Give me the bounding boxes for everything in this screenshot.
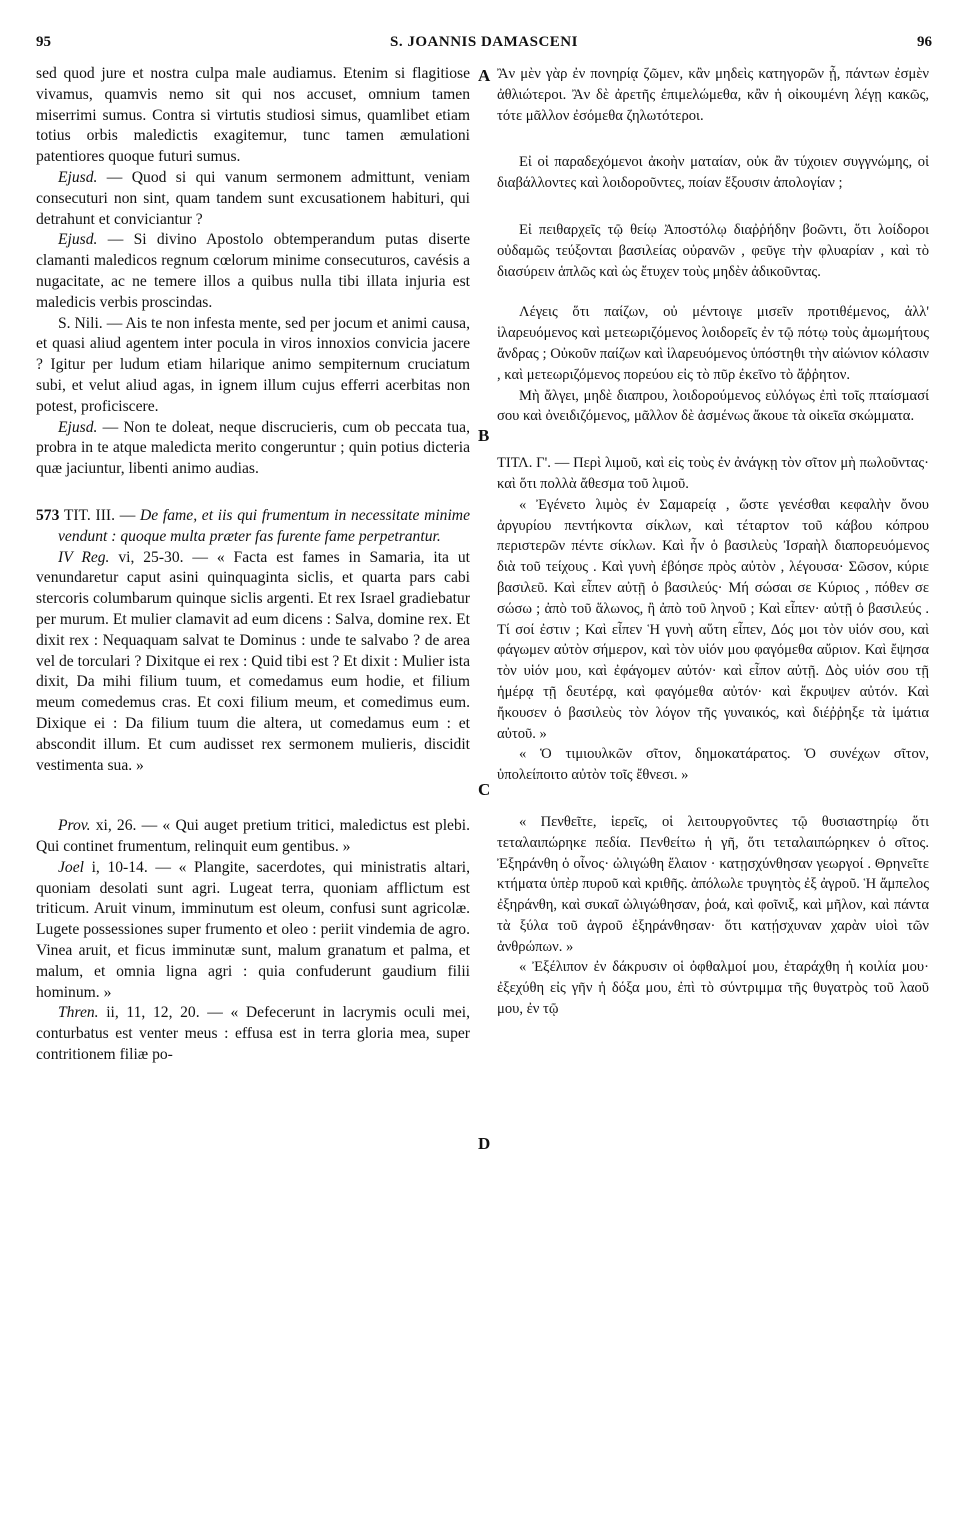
greek-paragraph: « Πενθεῖτε, ἱερεῖς, οἱ λειτουργοῦντες τῷ θυσιαστηρίῳ ὅτι τεταλαιπώρηκε πεδία. Πενθείτω ἡ γῆ, ὅτι τεταλαιπώρηκεν ὁ σῖτος. Ἐξηράνθη ὁ οἶνος· ὠλιγώθη ἔλαιον · κατῃσχύνθησαν γεωργοί . Θρηνεῖτε κτήματα ὑπὲρ πυροῦ καὶ κριθῆς. ἀπόλωλε τρυγητὸς ἐξ ἀγροῦ. Ἡ ἄμπελος ἐξηράνθη, καὶ συκαῖ ὠλιγώθησαν, ῥοά, καὶ φοῖνιξ, καὶ μῆλον, καὶ πάντα τὰ ξύλα τοῦ ἀγροῦ ἐξηράνθησαν· ὅτι κατῄσχυναν χαρὰν υἱοὶ τῶν ἀνθρώπων. »	[497, 813, 929, 955]
margin-letter-b: B	[478, 426, 490, 445]
greek-column	[497, 64, 929, 1020]
paragraph-text: xi, 26. — « Qui auget pretium tritici, maledictus est plebi. Qui continet frumentum, relinquit eum gentibus. »	[36, 817, 470, 856]
latin-paragraph	[36, 548, 470, 777]
page-number-left: 95	[36, 34, 51, 50]
page-number-right: 96	[917, 34, 932, 50]
latin-paragraph	[36, 1003, 470, 1065]
source-ref: Ejusd.	[58, 231, 98, 249]
title-text: De fame, et iis qui frumentum in necessitate minime vendunt : quoque multa præter fas furente fame perpetrantur.	[58, 506, 470, 545]
running-title: S. JOANNIS DAMASCENI	[390, 34, 578, 50]
greek-paragraph: Λέγεις ὅτι παίζων, οὐ μέντοιγε μισεῖν προτιθέμενος, ἀλλ' ἱλαρευόμενος καὶ μετεωριζόμενος λοιδορεῖς ἐν τῷ πότῳ τοὺς ἀμωμήτους ἄνδρας ; Οὐκοῦν παίζων καὶ ἱλαρευόμενος ὑπόστηθι τὴν αἰώνιον κόλασιν , καὶ μετεωριζόμενος πορεύου εἰς τὸ πῦρ ἐκεῖνο τὸ ἄῤῥητον.	[497, 304, 929, 383]
latin-paragraph	[36, 816, 470, 858]
greek-paragraph: Εἰ πειθαρχεῖς τῷ θείῳ Ἀποστόλῳ διαῤῥήδην βοῶντι, ὅτι λοίδοροι οὐδαμῶς τεύξονται βασιλείας οὐρανῶν , φεῦγε τὴν φλυαρίαν , καὶ τὸ διασύρειν ἁπλῶς καὶ ὡς ἔτυχεν τοὺς μηδὲν ἀδικοῦντας.	[497, 221, 929, 280]
paragraph-text: — Si divino Apostolo obtemperandum putas diserte clamanti maledicos regnum cœlorum minime consecuturos, cavésis a nugacitate, ac ne temere illos a quibus nulla tibi illata injuria est maledicis verbis proscindas.	[36, 231, 470, 311]
margin-letter-a: A	[478, 66, 491, 85]
source-ref: Joel	[58, 858, 84, 876]
greek-paragraph: « Ὁ τιμιουλκῶν σῖτον, δημοκατάρατος. Ὁ συνέχων σῖτον, ὑπολείποιτο αὐτὸν τοῖς ἔθνεσι. »	[497, 746, 929, 784]
greek-section-title: ΤΙΤΛ. Γ'. — Περὶ λιμοῦ, καὶ εἰς τοὺς ἐν ἀνάγκῃ τὸν σῖτον μὴ πωλοῦντας· καὶ ὅτι πολλὰ ἄθεσμα τοῦ λιμοῦ.	[497, 455, 929, 492]
title-label: TIT. III. —	[59, 506, 140, 524]
column-number: 573	[36, 506, 60, 524]
greek-paragraph: « Ἐξέλιπον ἐν δάκρυσιν οἱ ὀφθαλμοί μου, ἐταράχθη ἡ κοιλία μου· ἐξεχύθη εἰς γῆν ἡ δόξα μου, ἐπὶ τὸ σύντριμμα τῆς θυγατρὸς τοῦ λαοῦ μου, ἐν τῷ	[497, 959, 929, 1018]
latin-paragraph	[36, 230, 470, 313]
source-ref: S. Nili.	[58, 314, 103, 332]
source-ref: Ejusd.	[58, 168, 98, 186]
source-ref: Prov.	[58, 817, 91, 835]
greek-paragraph: « Ἐγένετο λιμὸς ἐν Σαμαρείᾳ , ὥστε γενέσθαι κεφαλὴν ὄνου ἀργυρίου πεντήκοντα σίκλων, καὶ τέταρτον τοῦ κάβου κόπρου περιστερῶν πέντε σίκλων. Καὶ ἦν ὁ βασιλεὺς Ἰσραὴλ διαπορευόμενος διὰ τοῦ τείχους . Καὶ γυνὴ ἐβόησε πρὸς αὐτὸν , λέγουσα· Σῶσον, κύριε βασιλεῦ. Καὶ εἶπεν αὐτῇ ὁ βασιλεύς· Μή σώσαι σε Κύριος , πόθεν σε σώσω ; ἀπὸ τοῦ ἅλωνος, ἢ ἀπὸ τοῦ ληνοῦ ; Καὶ εἶπεν· αὐτῇ ὁ βασιλεύς . Τί σοί ἐστιν ; Καὶ εἶπεν Ἡ γυνὴ αὕτη εἶπεν, Δός μοι τὸν υἱόν σου, καὶ φάγωμεν αὐτὸν σήμερον, καὶ τὸν υἱόν μου φαγόμεθα αὔριον. Καὶ ἔψησα τὸν υἱόν μου, καὶ ἐφάγομεν αὐτόν· καὶ εἶπον αὐτῇ. Δὸς υἱόν σου τῇ ἡμέρᾳ τῇ δευτέρᾳ, καὶ φαγόμεθα αὐτόν· καὶ ἔκρυψεν αὐτόν. Καὶ ἤκουσεν ὁ βασιλεὺς τὸν λόγον τῆς γυναικός, καὶ διέῤῥηξε τὰ ἱμάτια αὐτοῦ. »	[497, 496, 929, 742]
latin-paragraph	[36, 168, 470, 230]
latin-column	[36, 64, 470, 1066]
latin-paragraph	[36, 418, 470, 480]
paragraph-text: ii, 11, 12, 20. — « Defecerunt in lacrymis oculi mei, conturbatus est venter meus : effusa est in terra gloria mea, super contritionem filiæ po-	[36, 1004, 470, 1064]
greek-paragraph: Μὴ ἄλγει, μηδὲ διαπρου, λοιδορούμενος εὐλόγως ἐπὶ τοῖς πταίσμασί σου καὶ ὀνειδιζόμενος, μᾶλλον δὲ ἀσμένως ἄκουε τὰ οἰκεῖα σκώμματα.	[497, 387, 929, 425]
source-ref: IV Reg.	[58, 548, 110, 566]
paragraph-text: vi, 25-30. — « Facta est fames in Samaria, ita ut venundaretur caput asini quinquaginta siclis, et quarta pars cabi stercoris columbarum quinque siclis argenti. Et rex Israel gradiebatur per murum. Et mulier clamavit ad eum dicens : Salva, domine rex. Et dixit rex : Nequaquam salvat te Dominus : unde te salvabo ? de area vel de torculari ? Dixitque ei rex : Quid tibi est ? Et dixit : Mulier ista dixit, Da mihi filium tuum, et comedamus eum hodie, et filium meum comedemus cras. Et coxi filium meum, et comedimus eum. Dixique ei : Da filium tuum die altera, ut comedamus eum : et abscondit illum. Et cum audisset rex sermonem mulieris, discidit vestimenta sua. »	[36, 548, 470, 774]
latin-section-title	[36, 506, 470, 548]
source-ref: Ejusd.	[58, 418, 98, 436]
paragraph-text: — Ais te non infesta mente, sed per jocum et animi causa, et quasi aliud agentem inter pocula in viros innoxios convicia jacere ? Igitur per ludum etiam hilarique animo sempiternum cruciatum subi, et velut aliud agas, in ignem illum cujus efferri acerbitas non potest, proficiscere.	[36, 314, 470, 415]
margin-letter-d: D	[478, 1134, 491, 1153]
latin-paragraph: sed quod jure et nostra culpa male audiamus. Etenim si flagitiose vivamus, quamvis nemo sit qui nos accuset, omnium tamen miserrimi sumus. Contra si virtutis studiosi simus, quamlibet etiam totius orbis maledictis exagitemur, tunc tamen æmulationi patentiores quoque futuri sumus.	[36, 65, 470, 166]
paragraph-text: i, 10-14. — « Plangite, sacerdotes, qui ministratis altari, quoniam desolati sunt agri. Lugeat terra, quoniam afflictum est triticum. Aruit vinum, imminutum est oleum, confusi sunt agricolæ. Lugete possessiones super frumento et oleo : periit vindemia de agro. Vinea aruit, et ficus imminutæ sunt, malum granatum et palma, et malum, et omnia ligna agri : quia confuderunt gaudium filii hominum. »	[36, 858, 470, 1001]
greek-paragraph: Ἂν μὲν γὰρ ἐν πονηρίᾳ ζῶμεν, κἂν μηδεὶς κατηγορῶν ᾖ, πάντων ἐσμὲν ἀθλιώτεροι. Ἂν δὲ ἀρετῆς ἐπιμελώμεθα, κἂν ἡ οἰκουμένη λέγῃ κακῶς, τότε μᾶλλον ἐσόμεθα ζηλωτότεροι.	[497, 66, 929, 124]
latin-paragraph	[36, 858, 470, 1004]
greek-paragraph: Εἰ οἱ παραδεχόμενοι ἀκοὴν ματαίαν, οὐκ ἂν τύχοιεν συγγνώμης, οἱ διαβάλλοντες καὶ λοιδοροῦντες, ποίαν ἕξουσιν ἀπολογίαν ;	[497, 154, 929, 192]
paragraph-text: — Quod si qui vanum sermonem admittunt, veniam consecuturi non sint, quam tandem sunt excusationem habituri, qui detrahunt et conviciantur ?	[36, 168, 470, 228]
source-ref: Thren.	[58, 1004, 99, 1022]
paragraph-text: — Non te doleat, neque discrucieris, cum ob peccata tua, probra in te atque maledicta merito congeruntur ; quin potius dicteria quæ jaciuntur, libenti animo audias.	[36, 418, 470, 478]
margin-letter-c: C	[478, 780, 491, 799]
latin-paragraph	[36, 314, 470, 418]
page-header	[36, 34, 932, 58]
